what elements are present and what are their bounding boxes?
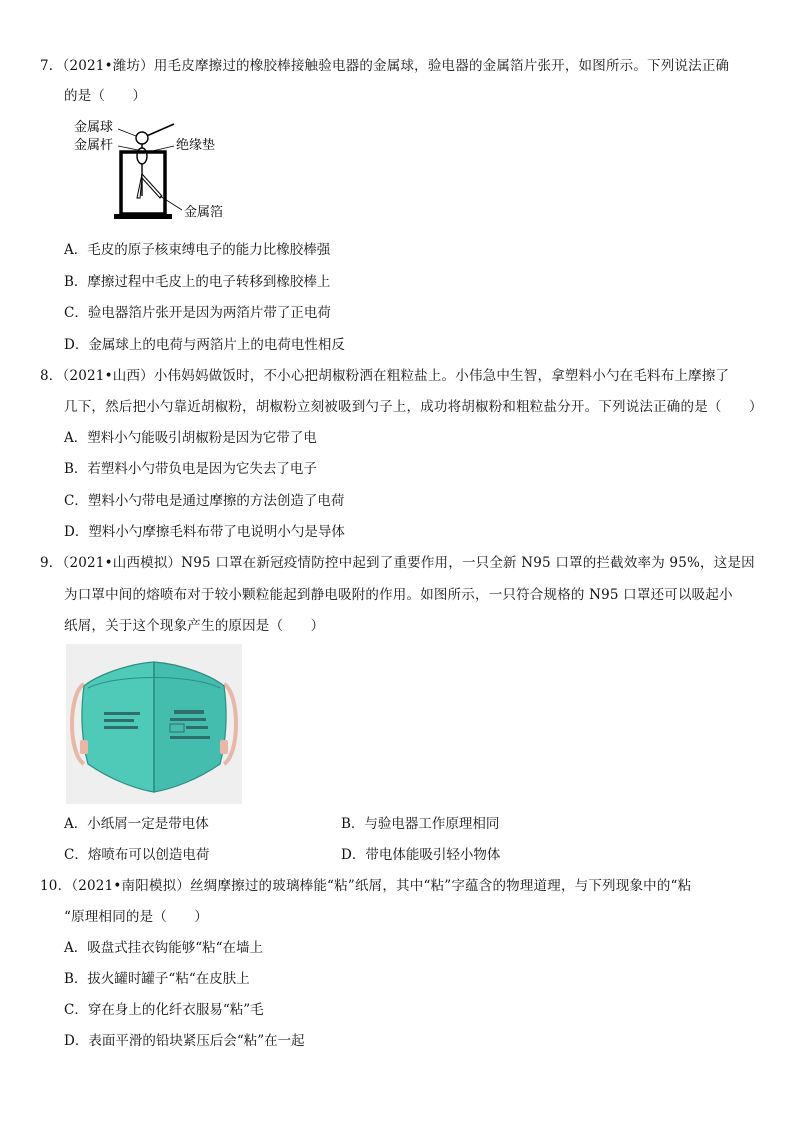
q10-option-c: C．穿在身上的化纤衣服易“粘”毛 [64,1002,264,1018]
q8-option-b: B．若塑料小勺带负电是因为它失去了电子 [64,461,317,477]
label-metal-foil: 金属箔 [184,205,224,220]
q10-option-d: D．表面平滑的铅块紧压后会“粘”在一起 [64,1033,305,1049]
label-insulating-pad: 绝缘垫 [176,138,216,153]
q9-option-c: C．熔喷布可以创造电荷 [64,847,210,863]
q9-option-d: D．带电体能吸引轻小物体 [341,847,501,863]
q8-option-d: D．塑料小勺摩擦毛料布带了电说明小勺是导体 [64,524,345,540]
q8-option-a: A．塑料小勺能吸引胡椒粉是因为它带了电 [64,430,317,446]
q7-option-b: B．摩擦过程中毛皮上的电子转移到橡胶棒上 [64,274,331,290]
q10-stem-line-1: 10．（2021•南阳模拟）丝绸摩擦过的玻璃棒能“粘”纸屑，其中“粘”字蕴含的物理道理，与下列现象中的“粘 [40,878,692,894]
q9-stem-line-1: 9．（2021•山西模拟）N95 口罩在新冠疫情防控中起到了重要作用，一只全新 N95 口罩的拦截效率为 95%，这是因 [40,555,755,571]
label-metal-rod: 金属杆 [74,138,114,153]
q8-stem-line-1: 8．（2021•山西）小伟妈妈做饭时，不小心把胡椒粉洒在粗粒盐上。小伟急中生智，拿塑料小勺在毛料布上摩擦了 [40,368,730,384]
q9-option-a: A．小纸屑一定是带电体 [64,816,209,832]
q10-stem-line-2: “原理相同的是（ ） [64,909,209,925]
n95-mask-image [66,644,242,804]
q9-stem-line-3: 纸屑，关于这个现象产生的原因是（ ） [64,618,325,634]
label-metal-ball: 金属球 [74,120,114,135]
q10-option-b: B．拔火罐时罐子“粘“在皮肤上 [64,971,250,987]
q7-option-d: D．金属球上的电荷与两箔片上的电荷电性相反 [64,337,345,353]
q9-option-b: B．与验电器工作原理相同 [341,816,500,832]
q8-option-c: C．塑料小勺带电是通过摩擦的方法创造了电荷 [64,493,345,509]
q8-stem-line-2: 几下，然后把小勺靠近胡椒粉，胡椒粉立刻被吸到勺子上，成功将胡椒粉和粗粒盐分开。下列说法正确的是（ ） [64,399,763,415]
q7-stem-line-1: 7．（2021•潍坊）用毛皮摩擦过的橡胶棒接触验电器的金属球，验电器的金属箔片张开，如图所示。下列说法正确 [40,58,730,74]
q9-stem-line-2: 为口罩中间的熔喷布对于较小颗粒能起到静电吸附的作用。如图所示，一只符合规格的 N95 口罩还可以吸起小 [64,587,733,603]
q7-option-c: C．验电器箔片张开是因为两箔片带了正电荷 [64,305,331,321]
electroscope-figure [74,116,244,224]
q10-option-a: A．吸盘式挂衣钩能够“粘“在墙上 [64,940,264,956]
q7-option-a: A．毛皮的原子核束缚电子的能力比橡胶棒强 [64,242,331,258]
q7-stem-line-2: 的是（ ） [64,88,147,104]
